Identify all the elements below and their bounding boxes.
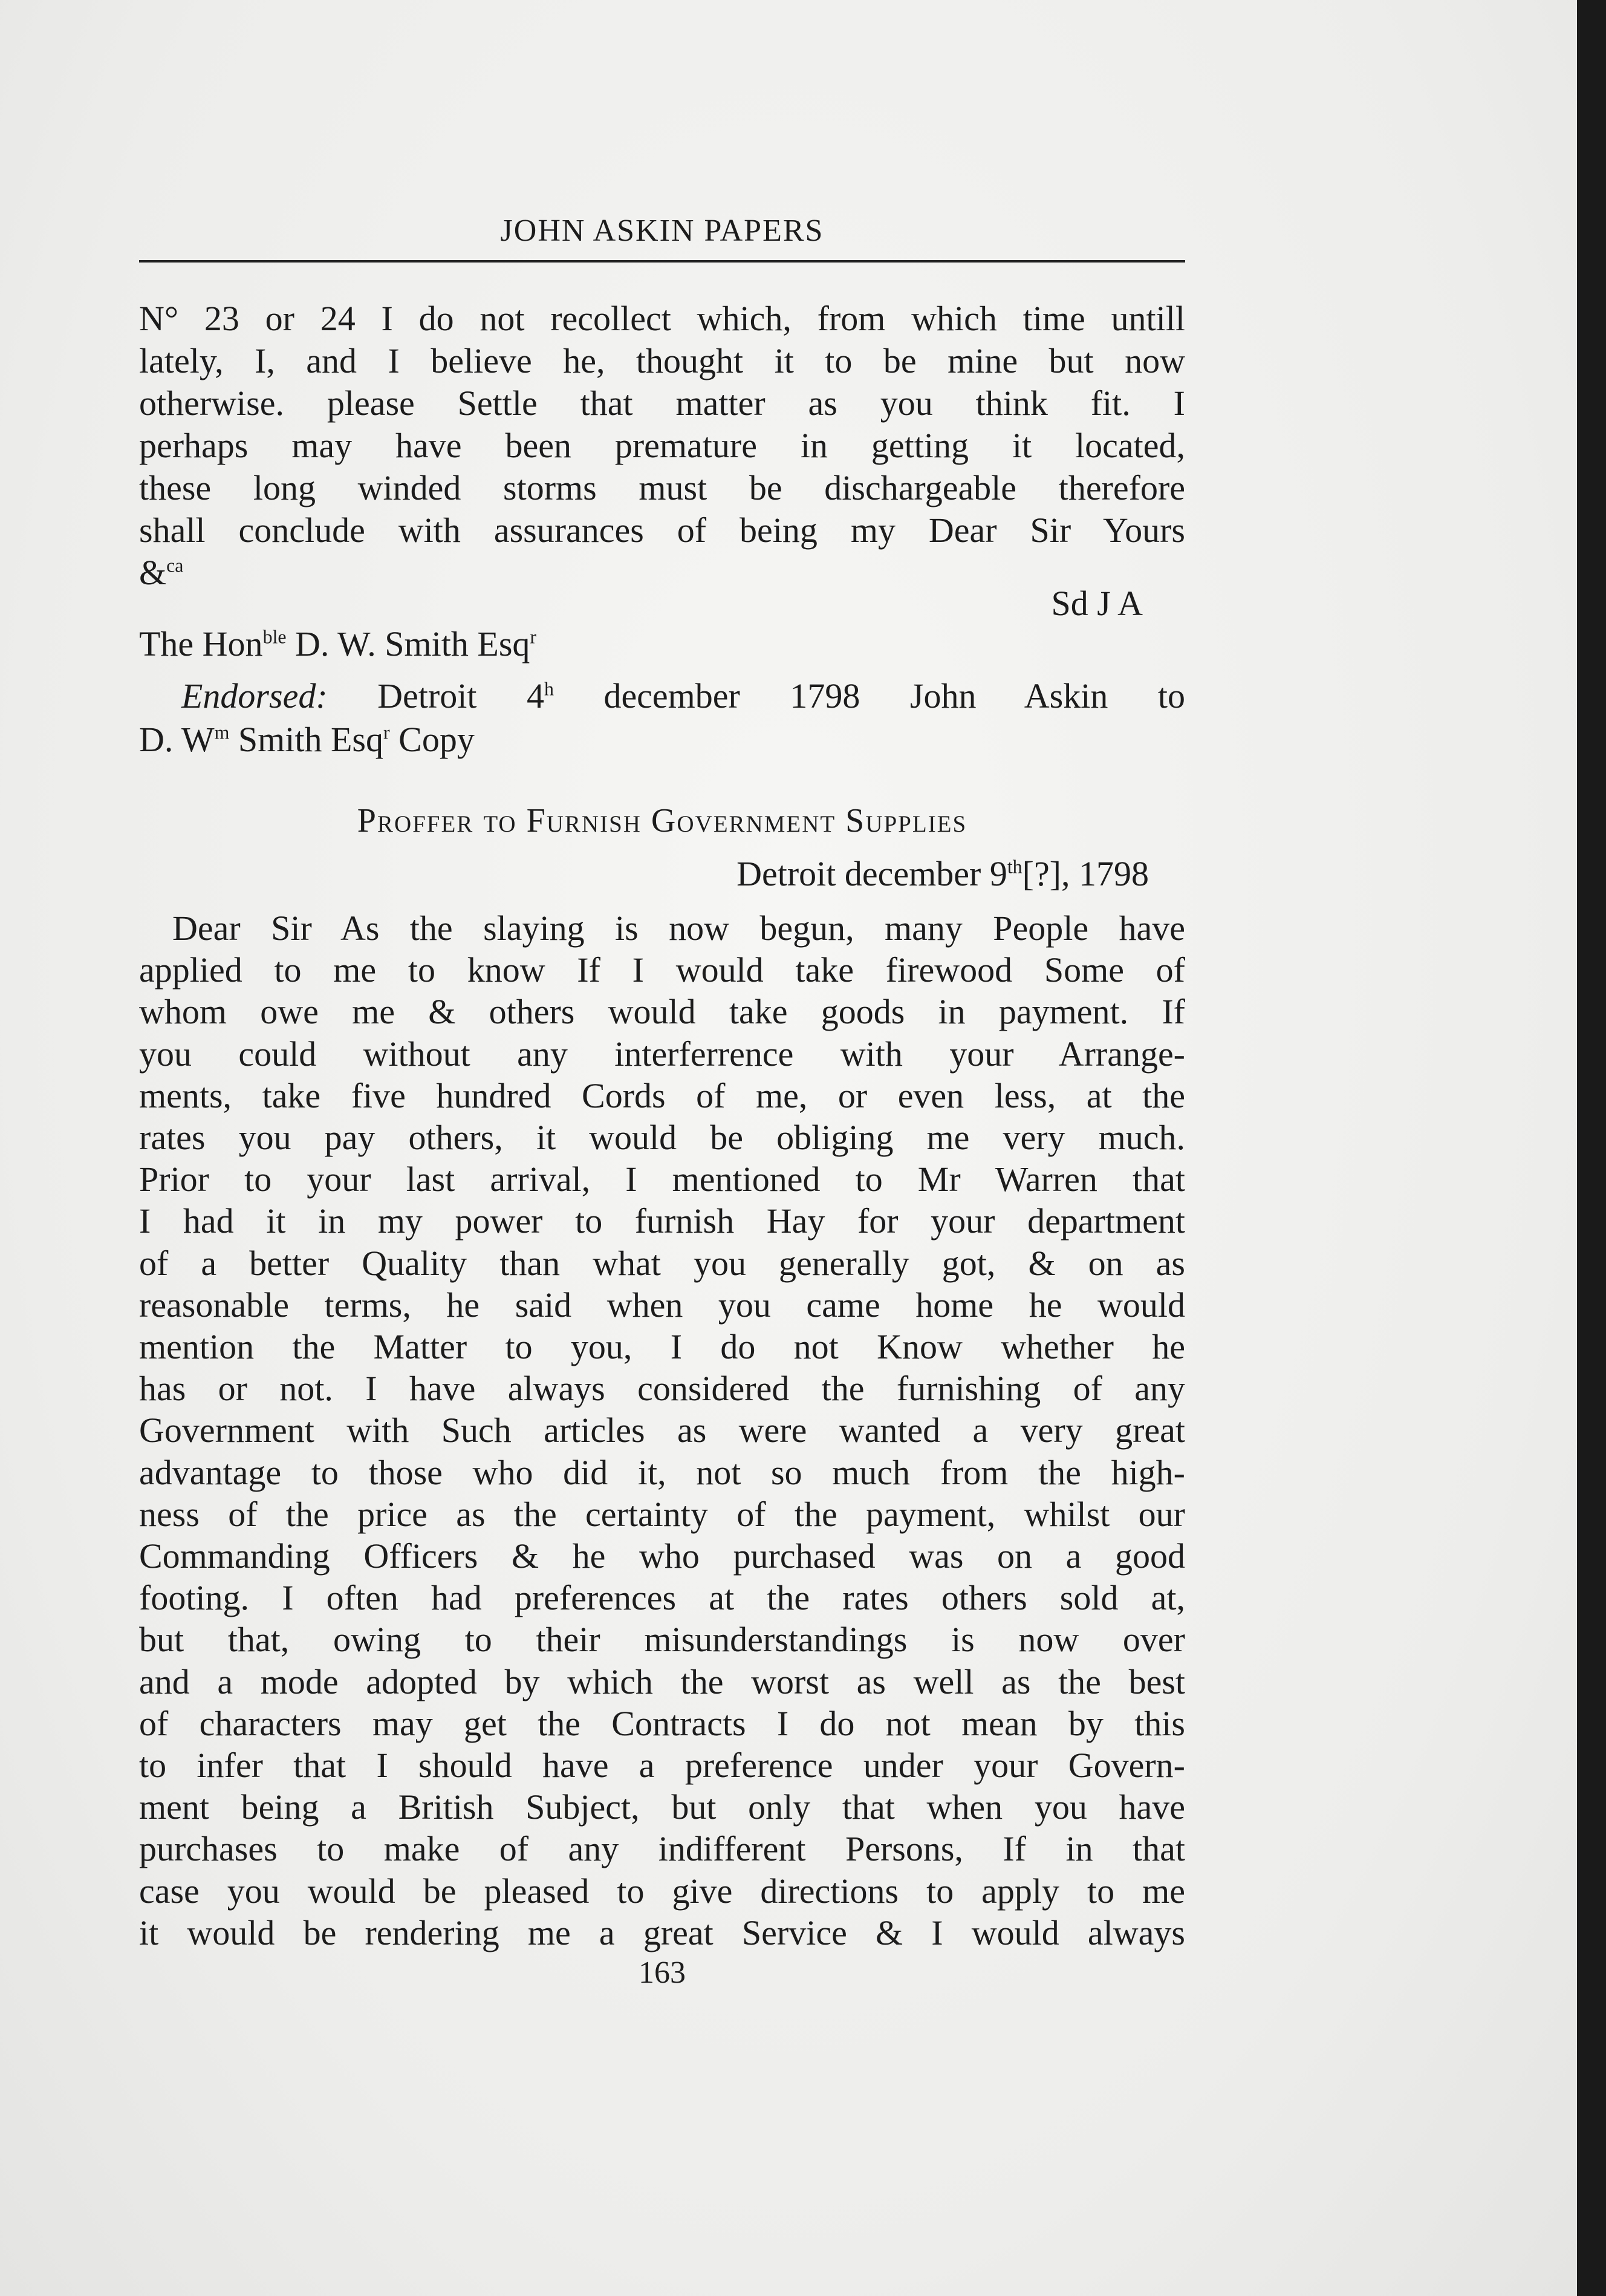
letter-2-dateline <box>139 853 1185 895</box>
text-line: to infer that I should have a preference under your Govern- <box>139 1746 1185 1785</box>
endorsed-l2c: Copy <box>389 720 475 759</box>
endorsed-l1-sup: h <box>544 678 554 700</box>
running-header: JOHN ASKIN PAPERS <box>500 214 824 248</box>
text-line: Prior to your last arrival, I mentioned to Mr Warren that <box>139 1159 1185 1199</box>
text-line: reasonable terms, he said when you came home he would <box>139 1285 1185 1325</box>
closing-text: & <box>139 553 167 592</box>
endorsed-label: Endorsed: <box>181 676 328 716</box>
text-line: otherwise. please Settle that matter as you think fit. I <box>139 383 1185 423</box>
text-line: it would be rendering me a great Service & I would always <box>139 1913 1185 1952</box>
text-line: Government with Such articles as were wanted a very great <box>139 1411 1185 1450</box>
endorsed-l2b: Smith Esq <box>229 720 384 759</box>
text-line: these long winded storms must be dischargeable therefore <box>139 468 1185 507</box>
dateline-sup: th <box>1007 856 1022 878</box>
addressee-post: D. W. Smith Esq <box>286 624 530 664</box>
endorsed-l2a: D. W <box>139 720 215 759</box>
endorsed-line-2 <box>139 719 1185 761</box>
endorsed-l1a: Detroit 4 <box>327 676 544 716</box>
addressee-line <box>139 623 1185 665</box>
text-line: shall conclude with assurances of being my Dear Sir Yours <box>139 510 1185 550</box>
text-line: whom owe me & others would take goods in payment. If <box>139 992 1185 1032</box>
text-line: you could without any interferrence with your Arrange- <box>139 1034 1185 1074</box>
text-line: I had it in my power to furnish Hay for your department <box>139 1201 1185 1241</box>
text-line: footing. I often had preferences at the rates others sold at, <box>139 1578 1185 1618</box>
text-line: and a mode adopted by which the worst as well as the best <box>139 1662 1185 1701</box>
endorsed-l2-sup: m <box>214 722 230 743</box>
dateline-b: [?], 1798 <box>1022 854 1149 893</box>
text-line: case you would be pleased to give directions to apply to me <box>139 1871 1185 1911</box>
text-line: ment being a British Subject, but only that when you have <box>139 1787 1185 1827</box>
addressee-sup: ble <box>262 626 287 648</box>
text-line: rates you pay others, it would be obliging me very much. <box>139 1118 1185 1157</box>
text-line: has or not. I have always considered the furnishing of any <box>139 1369 1185 1409</box>
header-rule <box>139 260 1185 263</box>
text-line: mention the Matter to you, I do not Know whether he <box>139 1327 1185 1366</box>
text-line: but that, owing to their misunderstandings is now over <box>139 1620 1185 1660</box>
text-line: applied to me to know If I would take firewood Some of <box>139 950 1185 990</box>
page-number: 163 <box>639 1955 686 1990</box>
endorsed-l2-sup2: r <box>383 722 390 743</box>
signature: Sd J A <box>1051 584 1143 623</box>
text-line: Commanding Officers & he who purchased was on a good <box>139 1536 1185 1576</box>
endorsed-line-1 <box>139 675 1185 717</box>
text-line: ness of the price as the certainty of the payment, whilst our <box>139 1494 1185 1534</box>
text-line: lately, I, and I believe he, thought it to be mine but now <box>139 341 1185 380</box>
closing-sup: ca <box>166 555 184 576</box>
text-line: perhaps may have been premature in getting it located, <box>139 426 1185 465</box>
text-line: Dear Sir As the slaying is now begun, many People have <box>172 908 1185 948</box>
addressee-pre: The Hon <box>139 624 263 664</box>
text-line: advantage to those who did it, not so much from the high- <box>139 1452 1185 1492</box>
text-line: of characters may get the Contracts I do not mean by this <box>139 1703 1185 1743</box>
text-line: of a better Quality than what you generally got, & on as <box>139 1243 1185 1283</box>
dateline-a: Detroit december 9 <box>736 854 1007 893</box>
letter-2-title: Proffer to Furnish Government Supplies <box>357 802 967 840</box>
endorsed-l1b: december 1798 John Askin to <box>553 676 1185 716</box>
text-line: purchases to make of any indifferent Persons, If in that <box>139 1829 1185 1869</box>
text-line: ments, take five hundred Cords of me, or even less, at the <box>139 1075 1185 1115</box>
addressee-sup2: r <box>530 626 537 648</box>
text-line: N° 23 or 24 I do not recollect which, from which time untill <box>139 299 1185 338</box>
